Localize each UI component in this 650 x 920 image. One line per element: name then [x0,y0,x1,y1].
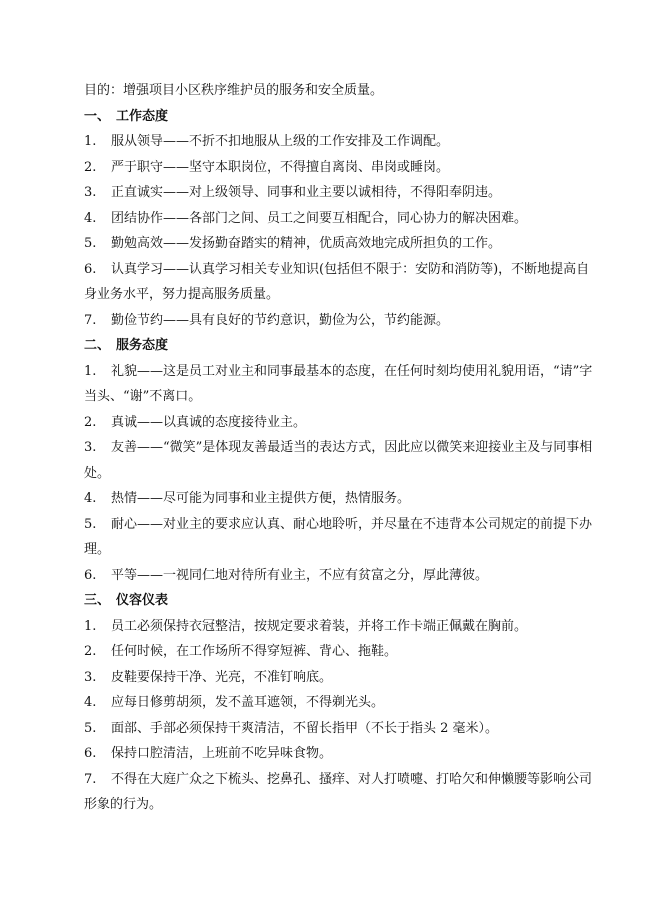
item-number: 3. [84,440,97,455]
item-text: 皮鞋要保持干净、光亮，不准钉响底。 [111,669,333,685]
item-text: 不得在大庭广众之下梳头、挖鼻孔、搔痒、对人打喷嚏、打哈欠和伸懒腰等影响公司 [111,771,593,787]
item-number: 5. [84,720,97,736]
list-item [84,486,604,512]
item-text: 平等——一视同仁地对待所有业主，不应有贫富之分，厚此薄彼。 [111,567,489,583]
document-page [84,78,604,818]
item-text: 真诚——以真诚的态度接待业主。 [111,414,307,430]
item-text: 耐心——对业主的要求应认真、耐心地聆听，并尽量在不违背本公司规定的前提下办 [111,516,593,532]
item-text: 礼貌——这是员工对业主和同事最基本的态度，在任何时刻均使用礼貌用语，“请”字 [111,363,593,379]
item-number: 4. [84,210,97,226]
item-text: 保持口腔清洁，上班前不吃异味食物。 [111,746,333,761]
list-item [84,155,604,181]
item-number: 3. [84,185,97,200]
section-heading [84,104,604,130]
purpose-line: 目的：增强项目小区秩序维护员的服务和安全质量。 [84,83,384,98]
list-item-continuation: 当头、“谢”不离口。 [84,389,202,404]
section-title: 服务态度 [116,338,169,353]
list-item-continuation: 身业务水平，努力提高服务质量。 [84,287,280,302]
item-number: 6. [84,746,97,761]
item-text: 勤勉高效——发扬勤奋踏实的精神，优质高效地完成所担负的工作。 [111,236,502,251]
list-item [84,359,604,385]
item-text: 友善——“微笑”是体现友善最适当的表达方式，因此应以微笑来迎接业主及与同事相 [111,440,593,455]
item-number: 5. [84,236,97,251]
list-item [84,767,604,793]
list-item [84,741,604,767]
section-title: 仪容仪表 [116,593,169,608]
item-text: 正直诚实——对上级领导、同事和业主要以诚相待，不得阳奉阴违。 [111,185,502,200]
item-number: 2. [84,414,97,430]
list-item [84,180,604,206]
item-number: 1. [84,363,97,379]
item-number: 6. [84,567,97,583]
item-number: 2. [84,644,97,659]
item-text: 面部、手部必须保持干爽清洁，不留长指甲（不长于指头 2 毫米）。 [111,720,499,736]
list-item-continuation: 理。 [84,542,111,557]
item-number: 1. [84,618,97,634]
item-number: 7. [84,312,97,328]
item-number: 5. [84,516,97,532]
item-text: 认真学习——认真学习相关专业知识(包括但不限于：安防和消防等)，不断地提高自 [111,261,590,277]
item-text: 任何时候，在工作场所不得穿短裤、背心、拖鞋。 [111,644,398,659]
list-item-continuation: 形象的行为。 [84,797,163,812]
list-item [84,257,604,283]
item-text: 团结协作——各部门之间、员工之间要互相配合，同心协力的解决困难。 [111,210,528,226]
list-item-continuation: 处。 [84,465,111,481]
item-text: 服从领导——不折不扣地服从上级的工作安排及工作调配。 [111,134,450,149]
item-number: 7. [84,771,97,787]
list-item [84,231,604,257]
list-item [84,435,604,461]
list-item [84,512,604,538]
list-item [84,665,604,691]
list-item [84,129,604,155]
list-item [84,614,604,640]
list-item [84,716,604,742]
list-item [84,563,604,589]
item-text: 热情——尽可能为同事和业主提供方便，热情服务。 [111,491,411,506]
item-text: 员工必须保持衣冠整洁，按规定要求着装，并将工作卡端正佩戴在胸前。 [111,618,528,634]
item-number: 6. [84,261,97,277]
item-text: 勤俭节约——具有良好的节约意识，勤俭为公，节约能源。 [111,312,450,328]
list-item [84,308,604,334]
item-number: 4. [84,491,97,506]
list-item [84,639,604,665]
section-heading [84,588,604,614]
item-number: 3. [84,669,97,685]
item-number: 1. [84,134,97,149]
list-item [84,206,604,232]
list-item [84,410,604,436]
item-number: 4. [84,695,97,710]
section-number: 三、 [84,593,111,608]
item-number: 2. [84,159,97,175]
item-text: 严于职守——坚守本职岗位，不得擅自离岗、串岗或睡岗。 [111,159,450,175]
section-heading [84,333,604,359]
item-text: 应每日修剪胡须，发不盖耳遮领，不得剃光头。 [111,695,385,710]
section-number: 一、 [84,108,111,124]
list-item [84,690,604,716]
section-number: 二、 [84,338,111,353]
section-title: 工作态度 [116,108,169,124]
